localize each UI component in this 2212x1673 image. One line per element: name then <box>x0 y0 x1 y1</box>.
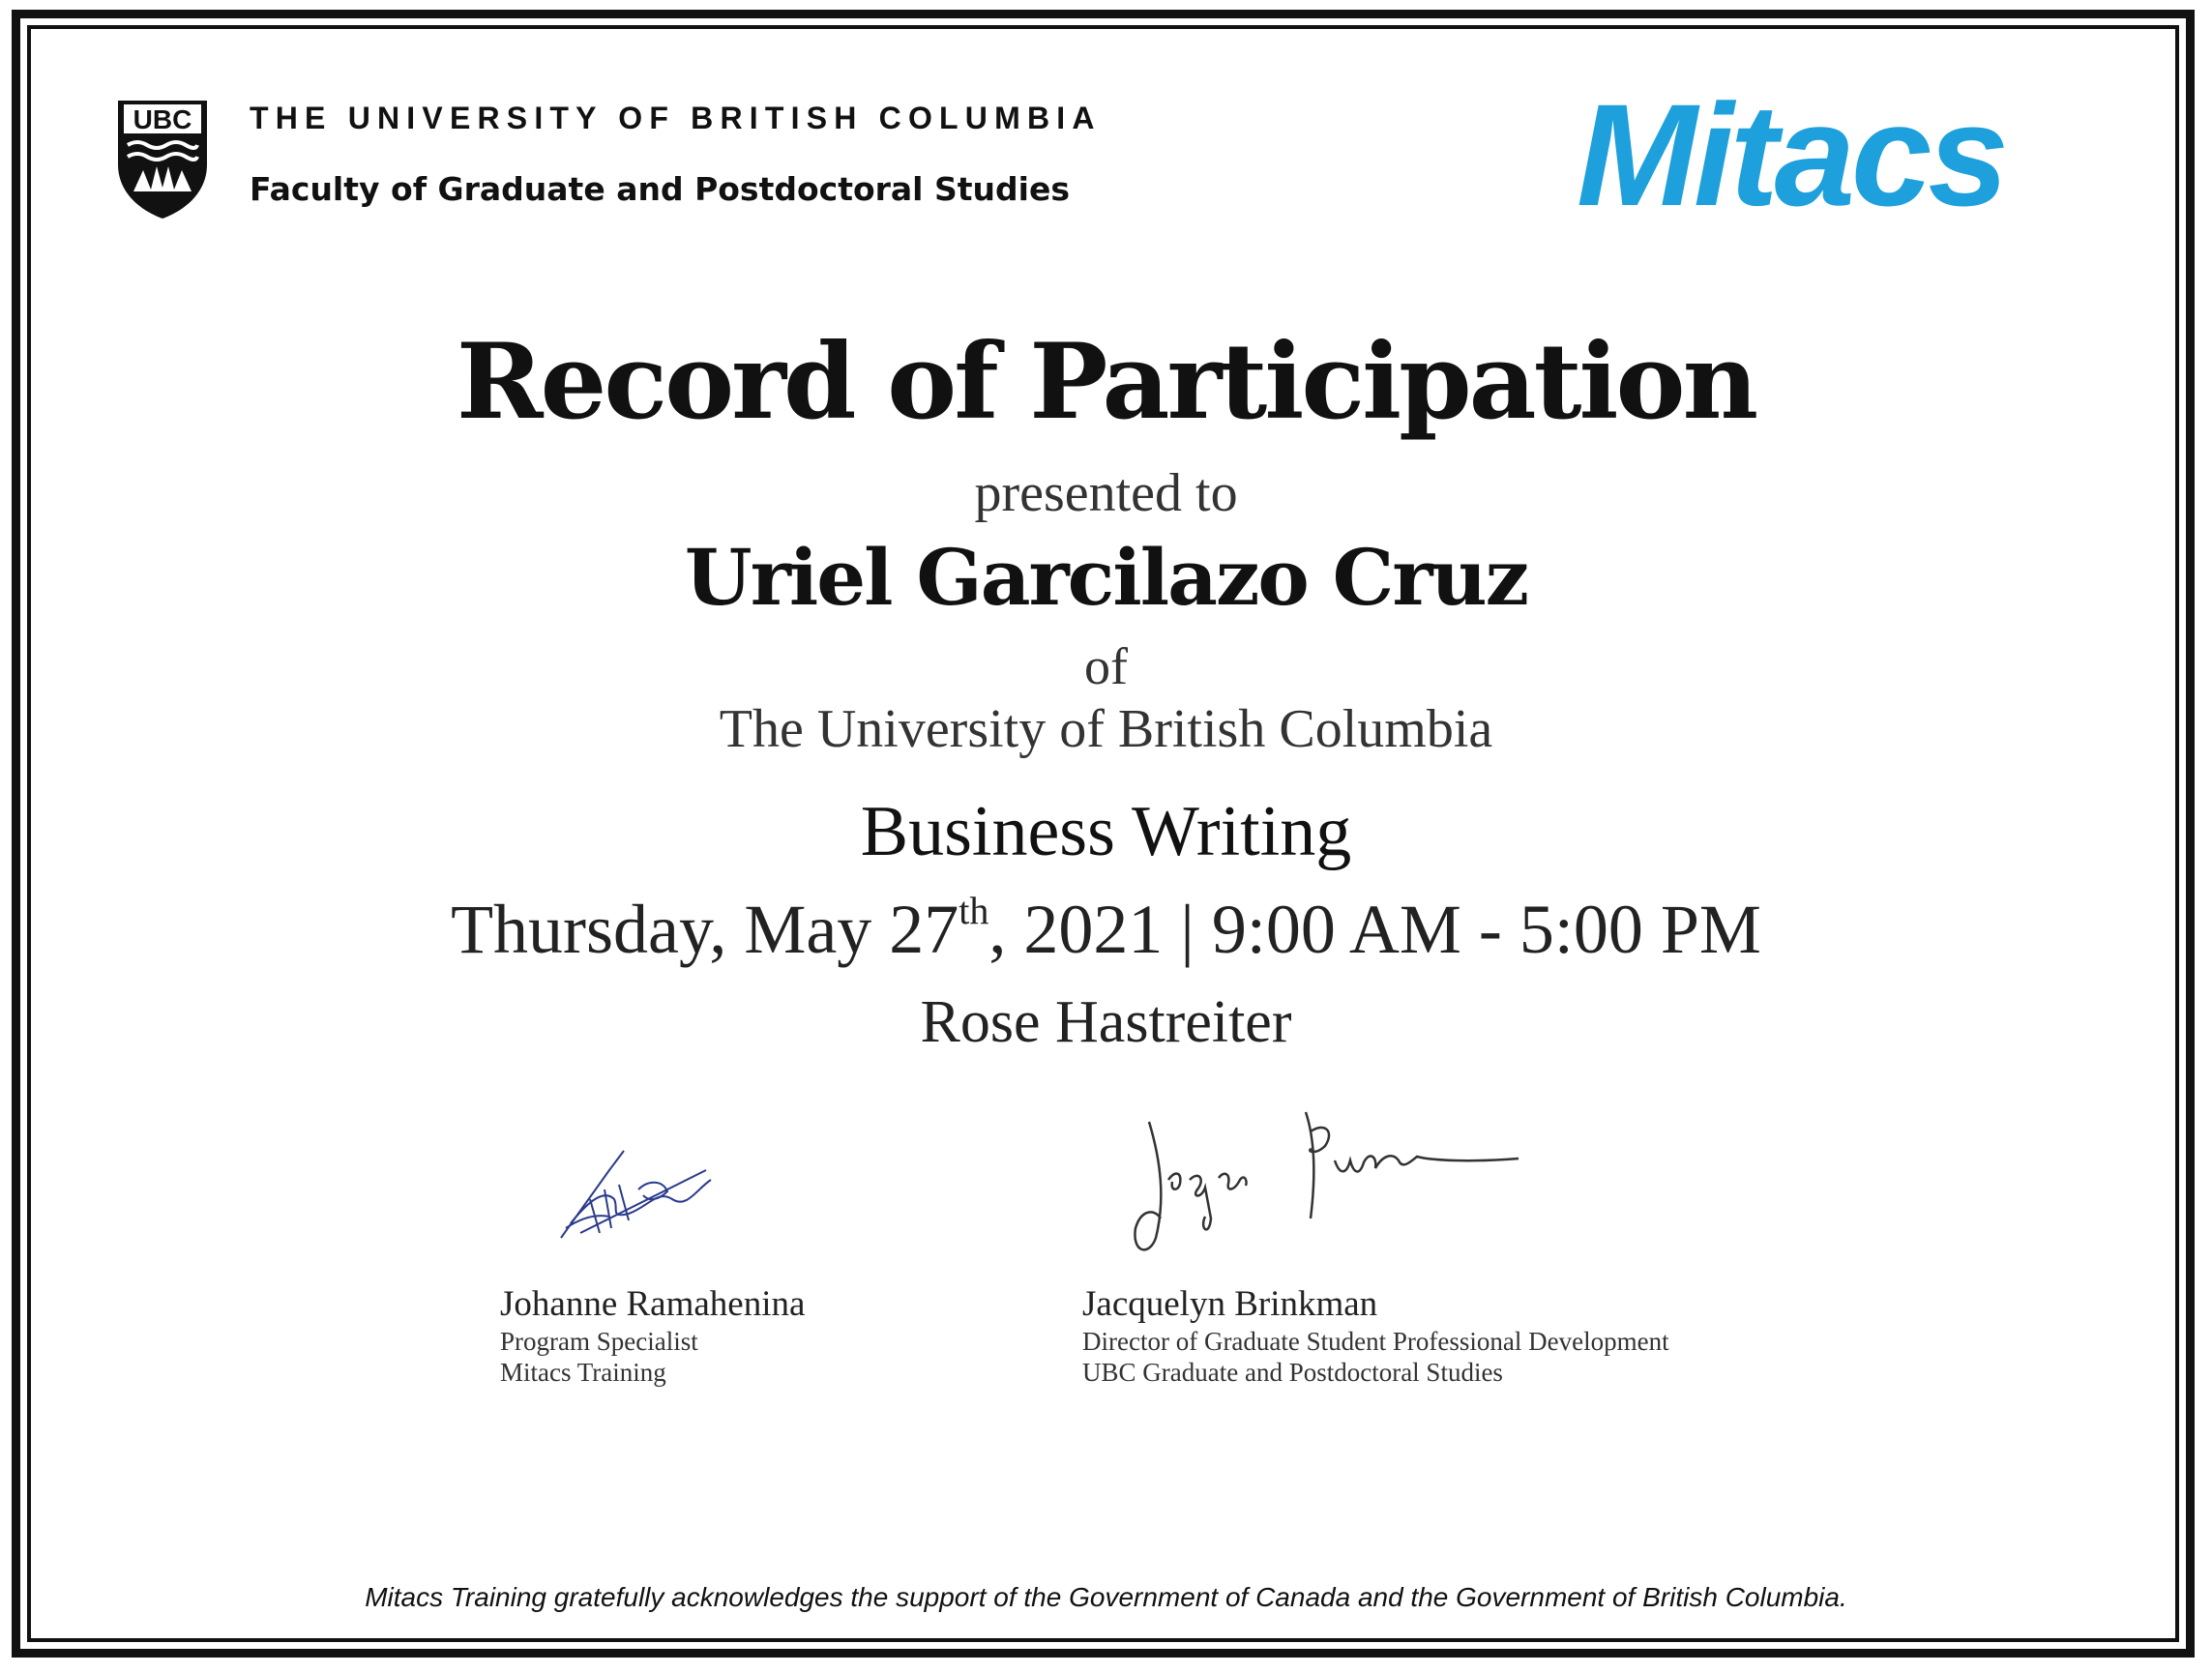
signatory-name: Jacquelyn Brinkman <box>1082 1284 1378 1324</box>
mitacs-logo-text: Mitacs <box>1577 73 2005 213</box>
signatory-johanne <box>500 1283 805 1388</box>
recipient-institution: The University of British Columbia <box>719 699 1493 759</box>
signatory-organization: UBC Graduate and Postdoctoral Studies <box>1082 1358 1503 1387</box>
ubc-crest-icon <box>114 97 211 222</box>
signatory-jacquelyn <box>1082 1283 1669 1388</box>
presented-to-label: presented to <box>974 463 1238 523</box>
signatory-title: Program Specialist <box>500 1327 698 1356</box>
acknowledgement-footer: Mitacs Training gratefully acknowledges the support of the Government of Canada and the Government of British Columbia. <box>365 1582 1847 1612</box>
date-ordinal: th <box>959 889 989 932</box>
certificate-title: Record of Participation <box>456 321 1756 443</box>
signatory-organization: Mitacs Training <box>500 1358 666 1387</box>
signatory-name: Johanne Ramahenina <box>500 1284 806 1324</box>
mitacs-logo <box>1577 48 2123 213</box>
faculty-name: Faculty of Graduate and Postdoctoral Studies <box>250 170 1070 208</box>
date-prefix: Thursday, May 27 <box>451 891 959 968</box>
date-rest: , 2021 | 9:00 AM - 5:00 PM <box>988 891 1761 968</box>
course-name: Business Writing <box>860 792 1352 871</box>
of-label: of <box>1084 637 1128 695</box>
signature-jacquelyn <box>1122 1102 1528 1267</box>
crest-label: UBC <box>133 104 192 134</box>
recipient-name: Uriel Garcilazo Cruz <box>684 532 1528 623</box>
session-datetime <box>0 890 2212 970</box>
instructor-name: Rose Hastreiter <box>920 989 1292 1055</box>
signature-johanne <box>551 1131 716 1257</box>
university-name: THE UNIVERSITY OF BRITISH COLUMBIA <box>250 101 1102 135</box>
signatory-title: Director of Graduate Student Professional Development <box>1082 1327 1669 1356</box>
